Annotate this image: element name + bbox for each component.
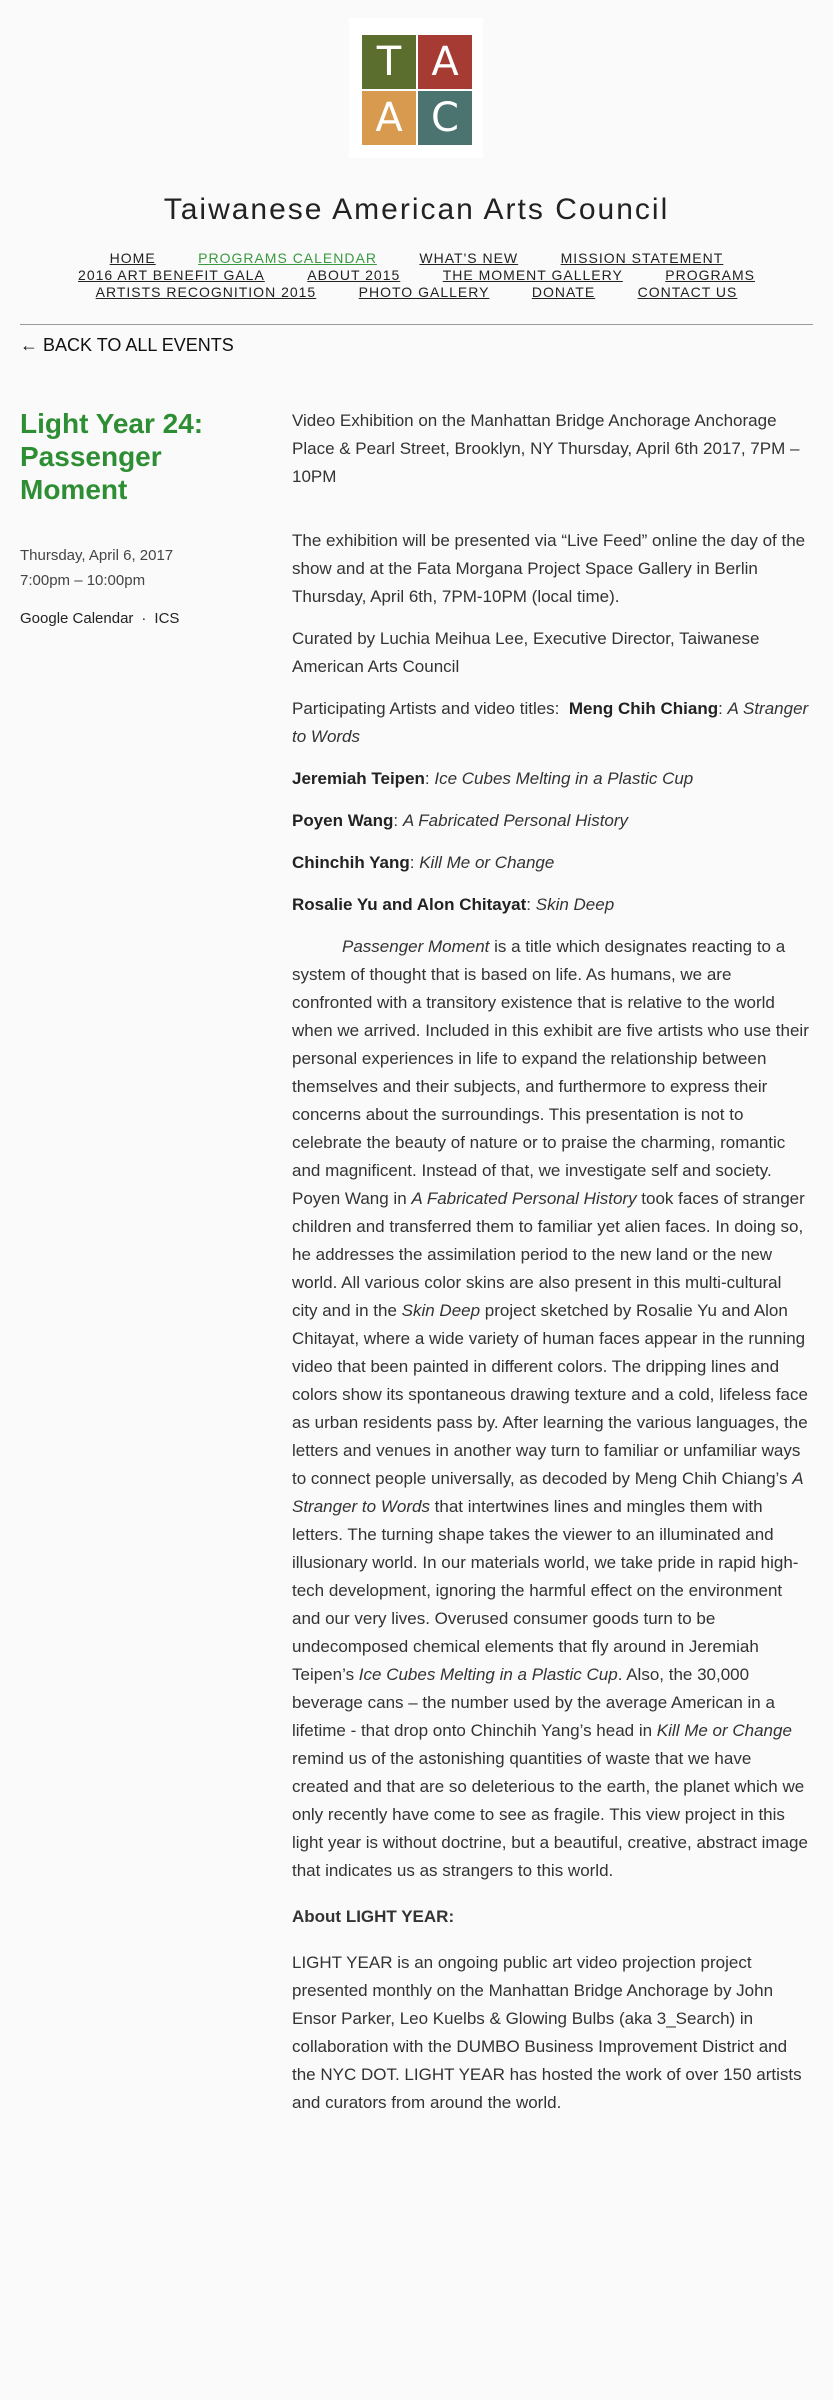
- event-time: 7:00pm – 10:00pm: [20, 572, 146, 589]
- essay-title-ref: A Fabricated Personal History: [411, 1189, 637, 1208]
- artist-entry: Jeremiah Teipen: Ice Cubes Melting in a Plastic Cup: [292, 769, 694, 788]
- nav-row-3: [0, 284, 833, 301]
- event-title: Light Year 24: Passenger Moment: [20, 408, 204, 505]
- main-nav: [0, 250, 833, 301]
- logo-tile-a2: A: [362, 91, 416, 145]
- about-heading: About LIGHT YEAR:: [292, 1907, 455, 1926]
- essay-text: project sketched by Rosalie Yu and Alon Chitayat, where a wide variety of human faces appear in the running video that been painted in different colors. The dripping lines and colors show its spontaneous drawing texture and a cold, lifeless face as urban residents pass by. After learning the various languages, the letters and venues in another way turn to familiar or unfamiliar ways to connect people universally, as decoded by Meng Chih Chiang’s: [292, 1301, 808, 1488]
- google-calendar-link[interactable]: Google Calendar: [20, 610, 134, 627]
- artist-work: Ice Cubes Melting in a Plastic Cup: [434, 769, 694, 788]
- essay-text: took faces of stranger children and transferred them to familiar yet alien faces. In doing so, he addresses the assimilation period to the new land or the new world. All various color skins are also present in this multi-cultural city and in the: [292, 1189, 805, 1320]
- participating-label: Participating Artists and video titles:: [292, 699, 560, 718]
- curated-paragraph: Curated by Luchia Meihua Lee, Executive Director, Taiwanese American Arts Council: [292, 629, 760, 676]
- nav-home[interactable]: HOME: [109, 250, 156, 266]
- live-feed-paragraph: The exhibition will be presented via “Live Feed” online the day of the show and at the Fata Morgana Project Space Gallery in Berlin Thursday, April 6th, 7PM-10PM (local time).: [292, 531, 806, 606]
- essay-text: that intertwines lines and mingles them with letters. The turning shape takes the viewer to an illuminated and illusionary world. In our materials world, we take pride in rapid high-tech development, ignoring the harmful effect on the environment and our very lives. Overused consumer goods turn to be undecomposed chemical elements that fly around in Jeremiah Teipen’s: [292, 1497, 799, 1684]
- logo-tile-c: C: [418, 91, 472, 145]
- logo-tile-t: T: [362, 35, 416, 89]
- artist-entry: Rosalie Yu and Alon Chitayat: Skin Deep: [292, 895, 615, 914]
- ics-link[interactable]: ICS: [154, 610, 180, 627]
- calendar-links: [20, 610, 179, 627]
- event-body: [292, 407, 810, 2117]
- artist-entry: Poyen Wang: A Fabricated Personal History: [292, 811, 629, 830]
- nav-row-1: [0, 250, 833, 267]
- event-datetime: [20, 543, 173, 593]
- artist-work: Skin Deep: [535, 895, 615, 914]
- essay-title-ref: Kill Me or Change: [656, 1721, 792, 1740]
- nav-programs[interactable]: PROGRAMS: [665, 267, 755, 283]
- artist-work: A Fabricated Personal History: [402, 811, 629, 830]
- site-title[interactable]: Taiwanese American Arts Council: [163, 193, 670, 226]
- artist-name: Poyen Wang: [292, 811, 394, 830]
- nav-contact-us[interactable]: CONTACT US: [637, 284, 738, 300]
- nav-about-2015[interactable]: ABOUT 2015: [307, 267, 401, 283]
- logo-tile-a: A: [418, 35, 472, 89]
- artist-entry: Chinchih Yang: Kill Me or Change: [292, 853, 555, 872]
- nav-2016-art-benefit-gala[interactable]: 2016 ART BENEFIT GALA: [78, 267, 265, 283]
- nav-artists-recognition-2015[interactable]: ARTISTS RECOGNITION 2015: [95, 284, 317, 300]
- essay-paragraph: [292, 933, 810, 1885]
- nav-whats-new[interactable]: WHAT'S NEW: [419, 250, 519, 266]
- essay-text: is a title which designates reacting to a system of thought that is based on life. As humans, we are confronted with a transitory existence that is relative to the world when we arrived. Included in this exhibit are five artists who use their personal experiences in life to expand the relationship between themselves and their subjects, and furthermore to express their concerns about the surroundings. This presentation is not to celebrate the beauty of nature or to praise the charming, romantic and magnificent. Instead of that, we investigate self and society. Poyen Wang in: [292, 937, 809, 1208]
- essay-title-ref: Skin Deep: [401, 1301, 481, 1320]
- artist-work: Kill Me or Change: [419, 853, 555, 872]
- artist-name: Rosalie Yu and Alon Chitayat: [292, 895, 527, 914]
- about-paragraph: LIGHT YEAR is an ongoing public art video projection project presented monthly on the Manhattan Bridge Anchorage by John Ensor Parker, Leo Kuelbs & Glowing Bulbs (aka 3_Search) in collaboration with the DUMBO Business Improvement District and the NYC DOT. LIGHT YEAR has hosted the work of over 150 artists and curators from around the world.: [292, 1953, 802, 2112]
- event-date: Thursday, April 6, 2017: [20, 547, 174, 564]
- header-divider: [20, 324, 813, 325]
- participating-artists: Participating Artists and video titles: Meng Chih Chiang: A Stranger to Words: [292, 699, 809, 746]
- taac-logo[interactable]: [349, 18, 483, 158]
- nav-row-2: [0, 267, 833, 284]
- essay-title-ref: Passenger Moment: [342, 937, 490, 956]
- essay-title-ref: Ice Cubes Melting in a Plastic Cup: [358, 1665, 618, 1684]
- intro-paragraph: Video Exhibition on the Manhattan Bridge Anchorage Anchorage Place & Pearl Street, Brooklyn, NY Thursday, April 6th 2017, 7PM – 10PM: [292, 411, 800, 486]
- artist-work: A Stranger to Words: [292, 699, 809, 746]
- nav-mission-statement[interactable]: MISSION STATEMENT: [560, 250, 724, 266]
- essay-title-ref: A Stranger to Words: [292, 1469, 803, 1516]
- artist-name: Chinchih Yang: [292, 853, 410, 872]
- nav-donate[interactable]: DONATE: [531, 284, 596, 300]
- essay-text: remind us of the astonishing quantities of waste that we have created and that are so deleterious to the earth, the planet which we only recently have come to see as fragile. This view project in this light year is without doctrine, but a beautiful, creative, abstract image that indicates us as strangers to this world.: [292, 1749, 808, 1880]
- nav-the-moment-gallery[interactable]: THE MOMENT GALLERY: [442, 267, 623, 283]
- artist-name: Jeremiah Teipen: [292, 769, 425, 788]
- link-separator: ·: [141, 610, 147, 627]
- back-to-events-link[interactable]: ← BACK TO ALL EVENTS: [20, 335, 234, 355]
- nav-photo-gallery[interactable]: PHOTO GALLERY: [358, 284, 490, 300]
- essay-text: . Also, the 30,000 beverage cans – the number used by the average American in a lifetime - that drop onto Chinchih Yang’s head in: [292, 1665, 775, 1740]
- nav-programs-calendar[interactable]: PROGRAMS CALENDAR: [198, 250, 377, 266]
- artist-name: Meng Chih Chiang: [568, 699, 719, 718]
